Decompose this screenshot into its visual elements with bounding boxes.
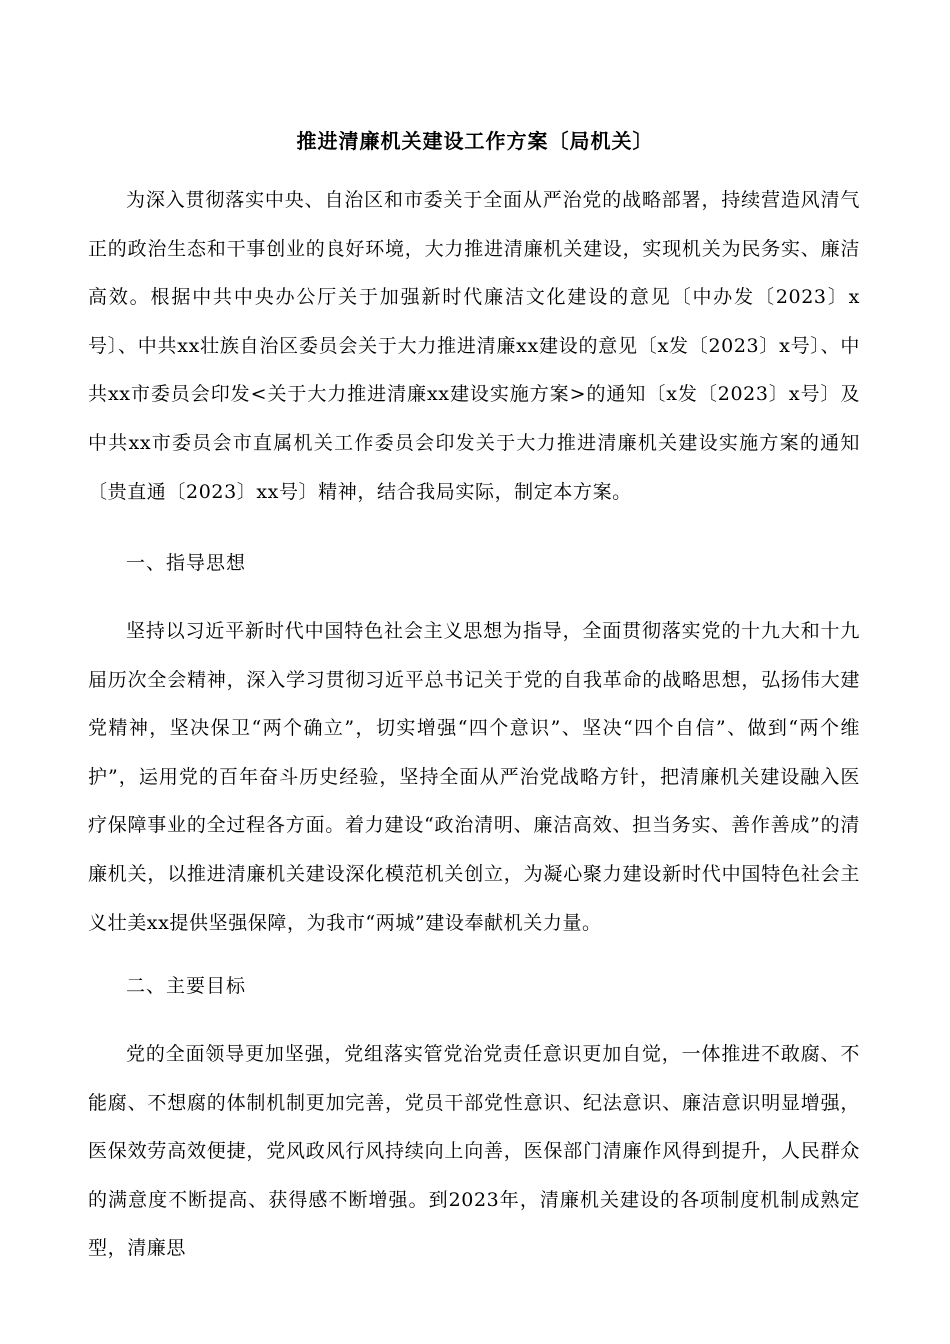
section-heading-main-goals: 二、主要目标 <box>126 975 247 997</box>
intro-paragraph: 为深入贯彻落实中央、自治区和市委关于全面从严治党的战略部署，持续营造风清气正的政治生态和干事创业的良好环境，大力推进清廉机关建设，实现机关为民务实、廉洁高效。根据中共中央办公厅关于加强新时代廉洁文化建设的意见〔中办发〔2023〕x号〕、中共xx壮族自治区委员会关于大力推进清廉xx建设的意见〔x发〔2023〕x号〕、中共xx市委员会印发<关于大力推进清廉xx建设实施方案>的通知〔x发〔2023〕x号〕及中共xx市委员会市直属机关工作委员会印发关于大力推进清廉机关建设实施方案的通知〔贵直通〔2023〕xx号〕精神，结合我局实际，制定本方案。 <box>88 189 860 503</box>
section-heading-guiding-ideology: 一、指导思想 <box>126 552 247 574</box>
guiding-ideology-paragraph: 坚持以习近平新时代中国特色社会主义思想为指导，全面贯彻落实党的十九大和十九届历次全会精神，深入学习贯彻习近平总书记关于党的自我革命的战略思想，弘扬伟大建党精神，坚决保卫“两个确立”，切实增强“四个意识”、坚决“四个自信”、做到“两个维护”，运用党的百年奋斗历史经验，坚持全面从严治党战略方针，把清廉机关建设融入医疗保障事业的全过程各方面。着力建设“政治清明、廉洁高效、担当务实、善作善成”的清廉机关，以推进清廉机关建设深化模范机关创立，为凝心聚力建设新时代中国特色社会主义壮美xx提供坚强保障，为我市“两城”建设奉献机关力量。 <box>88 620 860 934</box>
main-goals-paragraph: 党的全面领导更加坚强，党组落实管党治党责任意识更加自觉，一体推进不敢腐、不能腐、不想腐的体制机制更加完善，党员干部党性意识、纪法意识、廉洁意识明显增强，医保效劳高效便捷，党风政风行风持续向上向善，医保部门清廉作风得到提升，人民群众的满意度不断提高、获得感不断增强。到2023年，清廉机关建设的各项制度机制成熟定型，清廉思 <box>88 1043 860 1260</box>
document-title: 推进清廉机关建设工作方案〔局机关〕 <box>296 129 654 153</box>
